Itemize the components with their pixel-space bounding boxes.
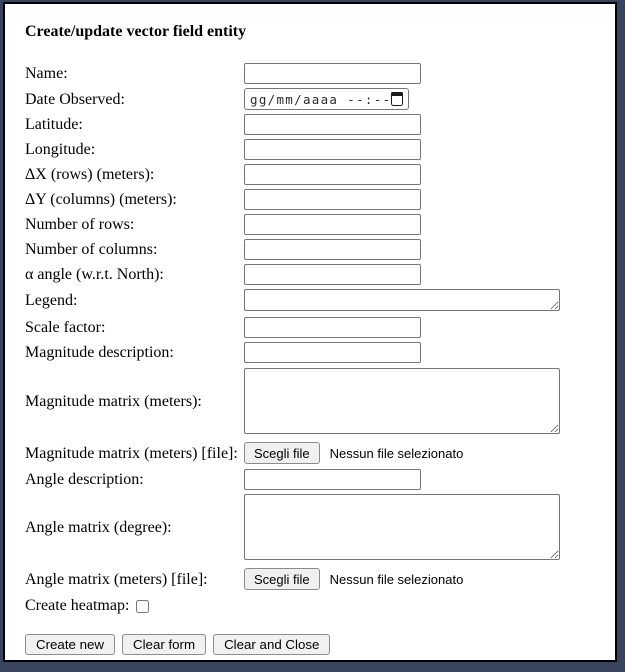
alpha-angle-label: α angle (w.r.t. North):	[25, 266, 164, 283]
date-observed-label: Date Observed:	[25, 90, 125, 108]
longitude-input[interactable]	[244, 139, 421, 160]
num-rows-row	[25, 214, 595, 235]
magnitude-matrix-label: Magnitude matrix (meters):	[25, 392, 202, 410]
angle-description-input[interactable]	[244, 469, 421, 490]
form-buttons	[25, 634, 595, 655]
calendar-icon[interactable]	[391, 92, 403, 106]
magnitude-matrix-file-button[interactable]: Scegli file	[244, 442, 320, 464]
alpha-angle-input[interactable]	[244, 264, 421, 285]
date-placeholder[interactable]: gg/mm/aaaa	[250, 91, 339, 107]
magnitude-description-row	[25, 342, 595, 363]
num-columns-row	[25, 239, 595, 260]
magnitude-matrix-file-label: Magnitude matrix (meters) [file]:	[25, 444, 238, 462]
legend-row	[25, 289, 595, 311]
magnitude-matrix-file-status: Nessun file selezionato	[329, 445, 464, 461]
create-new-button[interactable]: Create new	[25, 634, 115, 655]
angle-matrix-row	[25, 494, 595, 560]
angle-description-label: Angle description:	[25, 471, 144, 488]
angle-matrix-file-status: Nessun file selezionato	[329, 571, 464, 587]
scale-factor-label: Scale factor:	[25, 319, 106, 336]
legend-label: Legend:	[25, 291, 78, 309]
delta-x-row	[25, 164, 595, 185]
date-observed-row	[25, 88, 595, 110]
create-heatmap-row	[25, 596, 595, 615]
latitude-label: Latitude:	[25, 116, 83, 133]
scale-factor-row	[25, 317, 595, 338]
delta-y-input[interactable]	[244, 189, 421, 210]
name-label: Name:	[25, 65, 68, 82]
name-input[interactable]	[244, 63, 421, 84]
name-row	[25, 63, 595, 84]
delta-x-label: ΔX (rows) (meters):	[25, 166, 155, 183]
angle-matrix-file-row	[25, 568, 595, 590]
clear-form-button[interactable]: Clear form	[122, 634, 206, 655]
num-columns-input[interactable]	[244, 239, 421, 260]
angle-matrix-file-label: Angle matrix (meters) [file]:	[25, 570, 208, 588]
date-observed-input[interactable]	[244, 88, 409, 110]
angle-matrix-textarea[interactable]	[244, 494, 560, 560]
angle-matrix-label: Angle matrix (degree):	[25, 518, 172, 536]
create-heatmap-checkbox[interactable]	[136, 600, 149, 613]
delta-y-label: ΔY (columns) (meters):	[25, 191, 177, 208]
magnitude-matrix-row	[25, 368, 595, 434]
form-page	[3, 2, 617, 662]
scale-factor-input[interactable]	[244, 317, 421, 338]
alpha-angle-row	[25, 264, 595, 285]
magnitude-matrix-textarea[interactable]	[244, 368, 560, 434]
page-title: Create/update vector field entity	[25, 23, 247, 40]
create-heatmap-label: Create heatmap:	[25, 597, 130, 614]
num-rows-label: Number of rows:	[25, 216, 135, 233]
clear-and-close-button[interactable]: Clear and Close	[213, 634, 330, 655]
magnitude-description-label: Magnitude description:	[25, 344, 174, 361]
longitude-label: Longitude:	[25, 141, 96, 158]
magnitude-description-input[interactable]	[244, 342, 421, 363]
time-placeholder[interactable]: --:--	[347, 91, 392, 107]
longitude-row	[25, 139, 595, 160]
legend-textarea[interactable]	[244, 289, 560, 311]
angle-matrix-file-button[interactable]: Scegli file	[244, 568, 320, 590]
latitude-input[interactable]	[244, 114, 421, 135]
num-columns-label: Number of columns:	[25, 241, 158, 258]
num-rows-input[interactable]	[244, 214, 421, 235]
magnitude-matrix-file-row	[25, 442, 595, 464]
angle-description-row	[25, 469, 595, 490]
latitude-row	[25, 114, 595, 135]
delta-y-row	[25, 189, 595, 210]
delta-x-input[interactable]	[244, 164, 421, 185]
